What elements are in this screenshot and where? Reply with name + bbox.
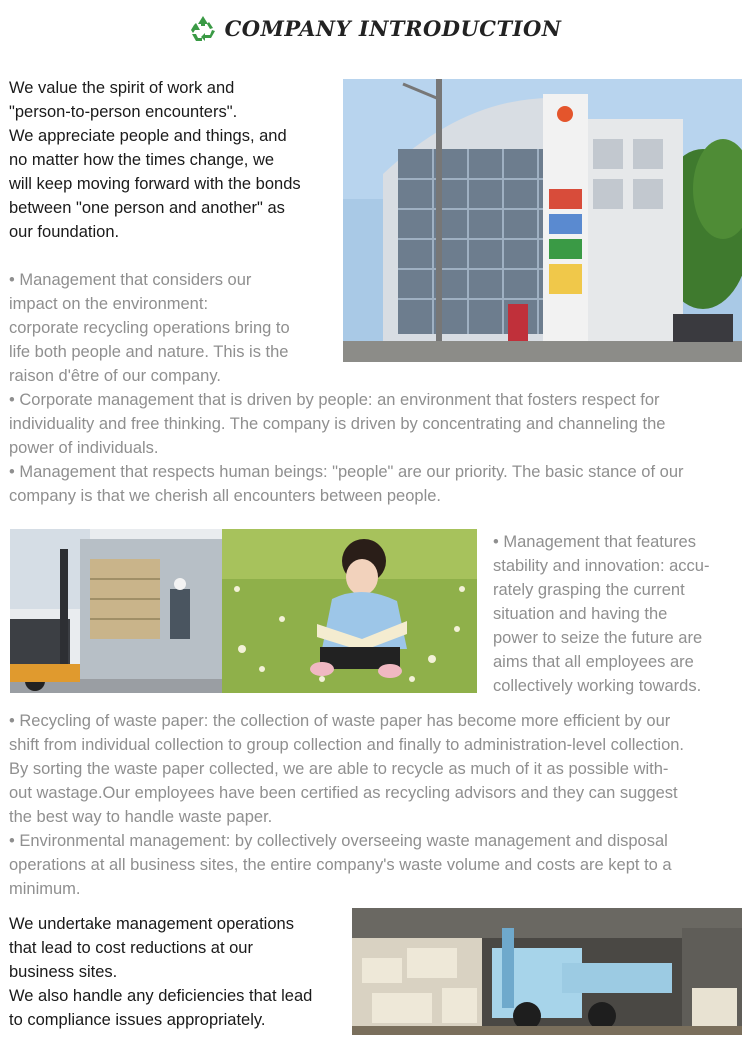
intro-paragraph bbox=[9, 76, 339, 244]
page-header bbox=[0, 10, 750, 46]
intro-line: "person-to-person encounters". bbox=[9, 103, 238, 121]
policy-line: • Management that considers our bbox=[9, 271, 252, 289]
policy-line: • Environmental management: by collectively overseeing waste management and disposal bbox=[9, 832, 668, 850]
policy-line: impact on the environment: bbox=[9, 295, 209, 313]
policy-line: individuality and free thinking. The company is driven by concentrating and channeling the bbox=[9, 415, 666, 433]
intro-line: We appreciate people and things, and bbox=[9, 127, 287, 145]
policy-line: collectively working towards. bbox=[493, 677, 702, 695]
closing-line: We also handle any deficiencies that lead bbox=[9, 987, 313, 1005]
policy-line: minimum. bbox=[9, 880, 81, 898]
policy-line: company is that we cherish all encounters between people. bbox=[9, 487, 442, 505]
warehouse-loading-photo bbox=[10, 529, 222, 693]
policy-line: out wastage.Our employees have been certified as recycling advisors and they can suggest bbox=[9, 784, 678, 802]
child-reading-photo bbox=[222, 529, 477, 693]
closing-paragraph bbox=[9, 912, 354, 1032]
policy-line: the best way to handle waste paper. bbox=[9, 808, 273, 826]
policy-line: raison d'être of our company. bbox=[9, 367, 221, 385]
closing-line: that lead to cost reductions at our bbox=[9, 939, 253, 957]
policy-line: rately grasping the current bbox=[493, 581, 685, 599]
policy-line: stability and innovation: accu- bbox=[493, 557, 710, 575]
closing-line: business sites. bbox=[9, 963, 118, 981]
intro-line: will keep moving forward with the bonds bbox=[9, 175, 301, 193]
waste-paper-forklift-photo bbox=[352, 908, 742, 1035]
policy-line: power of individuals. bbox=[9, 439, 159, 457]
policy-line: • Recycling of waste paper: the collection of waste paper has become more efficient by our bbox=[9, 712, 671, 730]
policy-line: • Management that features bbox=[493, 533, 696, 551]
policy-list-c bbox=[9, 709, 749, 901]
policy-list-b bbox=[493, 530, 745, 698]
policy-line: By sorting the waste paper collected, we are able to recycle as much of it as possible with- bbox=[9, 760, 669, 778]
policy-line: operations at all business sites, the entire company's waste volume and costs are kept to a bbox=[9, 856, 672, 874]
recycle-icon bbox=[189, 14, 217, 42]
policy-line: life both people and nature. This is the bbox=[9, 343, 289, 361]
intro-line: no matter how the times change, we bbox=[9, 151, 275, 169]
policy-line: power to seize the future are bbox=[493, 629, 703, 647]
policy-line: aims that all employees are bbox=[493, 653, 694, 671]
policy-line: situation and having the bbox=[493, 605, 668, 623]
page-title: COMPANY INTRODUCTION bbox=[224, 15, 562, 41]
intro-line: our foundation. bbox=[9, 223, 120, 241]
policy-list-a bbox=[9, 268, 749, 508]
intro-line: We value the spirit of work and bbox=[9, 79, 235, 97]
policy-line: shift from individual collection to group collection and finally to administration-level collection. bbox=[9, 736, 685, 754]
closing-line: to compliance issues appropriately. bbox=[9, 1011, 266, 1029]
policy-line: • Management that respects human beings: "people" are our priority. The basic stance of our bbox=[9, 463, 684, 481]
intro-line: between "one person and another" as bbox=[9, 199, 285, 217]
policy-line: corporate recycling operations bring to bbox=[9, 319, 290, 337]
closing-line: We undertake management operations bbox=[9, 915, 294, 933]
policy-line: • Corporate management that is driven by people: an environment that fosters respect for bbox=[9, 391, 660, 409]
